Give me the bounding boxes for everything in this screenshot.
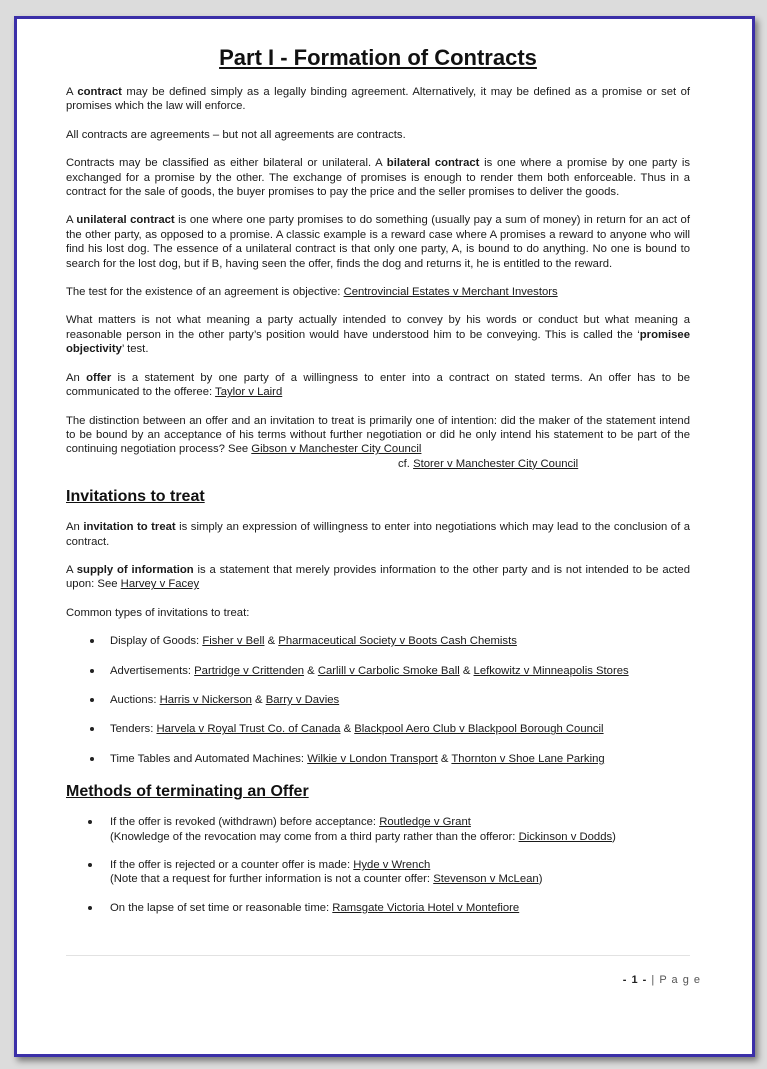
page-label: P a g e: [659, 974, 701, 986]
case-link: Taylor v Laird: [215, 386, 283, 399]
list-item: Time Tables and Automated Machines: Wilkie v London Transport & Thornton v Shoe Lane Parking: [66, 752, 690, 766]
paragraph-bilateral: Contracts may be classified as either bilateral or unilateral. A bilateral contract is one where a promise by one party is exchanged for a promise by the other. The exchange of promises is enough to render them both enforceable. Thus in a contract for the sale of goods, the buyer promises to pay the price and the seller promises to deliver the goods.: [66, 157, 690, 199]
paragraph-contract-definition: A contract may be defined simply as a legally binding agreement. Alternatively, it may be defined as a promise or set of promises which the law will enforce.: [66, 86, 690, 113]
case-link: Stevenson v McLean: [433, 873, 539, 886]
case-link: Hyde v Wrench: [353, 859, 431, 871]
footer-divider: [66, 955, 690, 956]
paragraph-invitation-definition: An invitation to treat is simply an expression of willingness to enter into negotiations which may lead to the conclusion of a contract.: [66, 521, 690, 548]
case-link: Centrovincial Estates v Merchant Investors: [343, 286, 558, 299]
list-item: Tenders: Harvela v Royal Trust Co. of Canada & Blackpool Aero Club v Blackpool Borough Council: [66, 722, 690, 736]
case-link: Blackpool Aero Club v Blackpool Borough Council: [354, 723, 604, 736]
paragraph-offer: An offer is a statement by one party of a willingness to enter into a contract on stated terms. An offer has to be communicated to the offeree: Taylor v Laird: [66, 371, 690, 399]
case-link: Wilkie v London Transport: [307, 752, 438, 765]
page-title: Part I - Formation of Contracts: [219, 45, 537, 70]
list-item: Display of Goods: Fisher v Bell & Pharmaceutical Society v Boots Cash Chemists: [66, 634, 690, 648]
case-link: Lefkowitz v Minneapolis Stores: [473, 664, 629, 677]
case-link: Harris v Nickerson: [159, 693, 252, 706]
list-item: If the offer is revoked (withdrawn) before acceptance: Routledge v Grant (Knowledge of the revocation may come from a third party rather than the offeror: Dickinson v Dodds): [66, 815, 690, 844]
case-link: Partridge v Crittenden: [194, 664, 305, 677]
paragraph-distinction: The distinction between an offer and an invitation to treat is primarily one of intention: did the maker of the statement intend to be bound by an acceptance of his terms without further negotiation or did he only intend his statement to be part of the continuing negotiation process? See Gibson v Manchester City Council cf. Storer v Manchester City Council: [66, 414, 690, 470]
case-link: Storer v Manchester City Council: [413, 457, 579, 470]
list-item: Auctions: Harris v Nickerson & Barry v Davies: [66, 693, 690, 707]
termination-methods-list: [66, 815, 690, 915]
case-link: Harvey v Facey: [120, 578, 200, 591]
heading-terminating: Methods of terminating an Offer: [66, 783, 309, 801]
paragraph-supply-information: A supply of information is a statement that merely provides information to the other party and is not intended to be acted upon: See Harvey v Facey: [66, 563, 690, 591]
case-link: Carlill v Carbolic Smoke Ball: [317, 664, 460, 677]
list-item: Advertisements: Partridge v Crittenden & Carlill v Carbolic Smoke Ball & Lefkowitz v Minneapolis Stores: [66, 664, 690, 678]
case-link: Gibson v Manchester City Council: [251, 443, 422, 456]
case-link: Barry v Davies: [265, 693, 340, 706]
case-link: Fisher v Bell: [202, 635, 265, 648]
case-link: Pharmaceutical Society v Boots Cash Chemists: [278, 635, 517, 648]
paragraph-unilateral: A unilateral contract is one where one party promises to do something (usually pay a sum of money) in return for an act of the other party, as opposed to a promise. A classic example is a reward case where A promises a reward to anyone who will find his lost dog. The essence of a unilateral contract is that only one party, A, is bound to do anything. No one is bound to search for the lost dog, but if B, having seen the offer, finds the dog and returns it, he is entitled to the reward.: [66, 214, 690, 270]
case-link: Thornton v Shoe Lane Parking: [451, 752, 605, 765]
paragraph-promisee-objectivity: What matters is not what meaning a party actually intended to convey by his words or conduct but what meaning a reasonable person in the other party’s position would have understood him to be conveying. This is called the ‘promisee objectivity’ test.: [66, 314, 690, 356]
page-footer: - 1 - | P a g e: [622, 974, 701, 986]
case-link: Dickinson v Dodds: [518, 830, 613, 843]
heading-invitations: Invitations to treat: [66, 488, 205, 506]
paragraph-agreements: All contracts are agreements – but not all agreements are contracts.: [66, 128, 406, 141]
document-page: [66, 44, 690, 929]
case-link: Harvela v Royal Trust Co. of Canada: [156, 723, 341, 736]
case-link: Ramsgate Victoria Hotel v Montefiore: [332, 901, 520, 914]
case-link: Routledge v Grant: [379, 816, 471, 829]
invitation-types-list: [66, 634, 690, 766]
paragraph-objective-test: The test for the existence of an agreement is objective: Centrovincial Estates v Merchant Investors: [66, 286, 558, 299]
paragraph-common-types: Common types of invitations to treat:: [66, 606, 250, 619]
list-item: On the lapse of set time or reasonable time: Ramsgate Victoria Hotel v Montefiore: [66, 901, 690, 915]
page-number: - 1 -: [622, 974, 648, 986]
list-item: If the offer is rejected or a counter offer is made: Hyde v Wrench (Note that a request for further information is not a counter offer: Stevenson v McLean): [66, 858, 690, 887]
